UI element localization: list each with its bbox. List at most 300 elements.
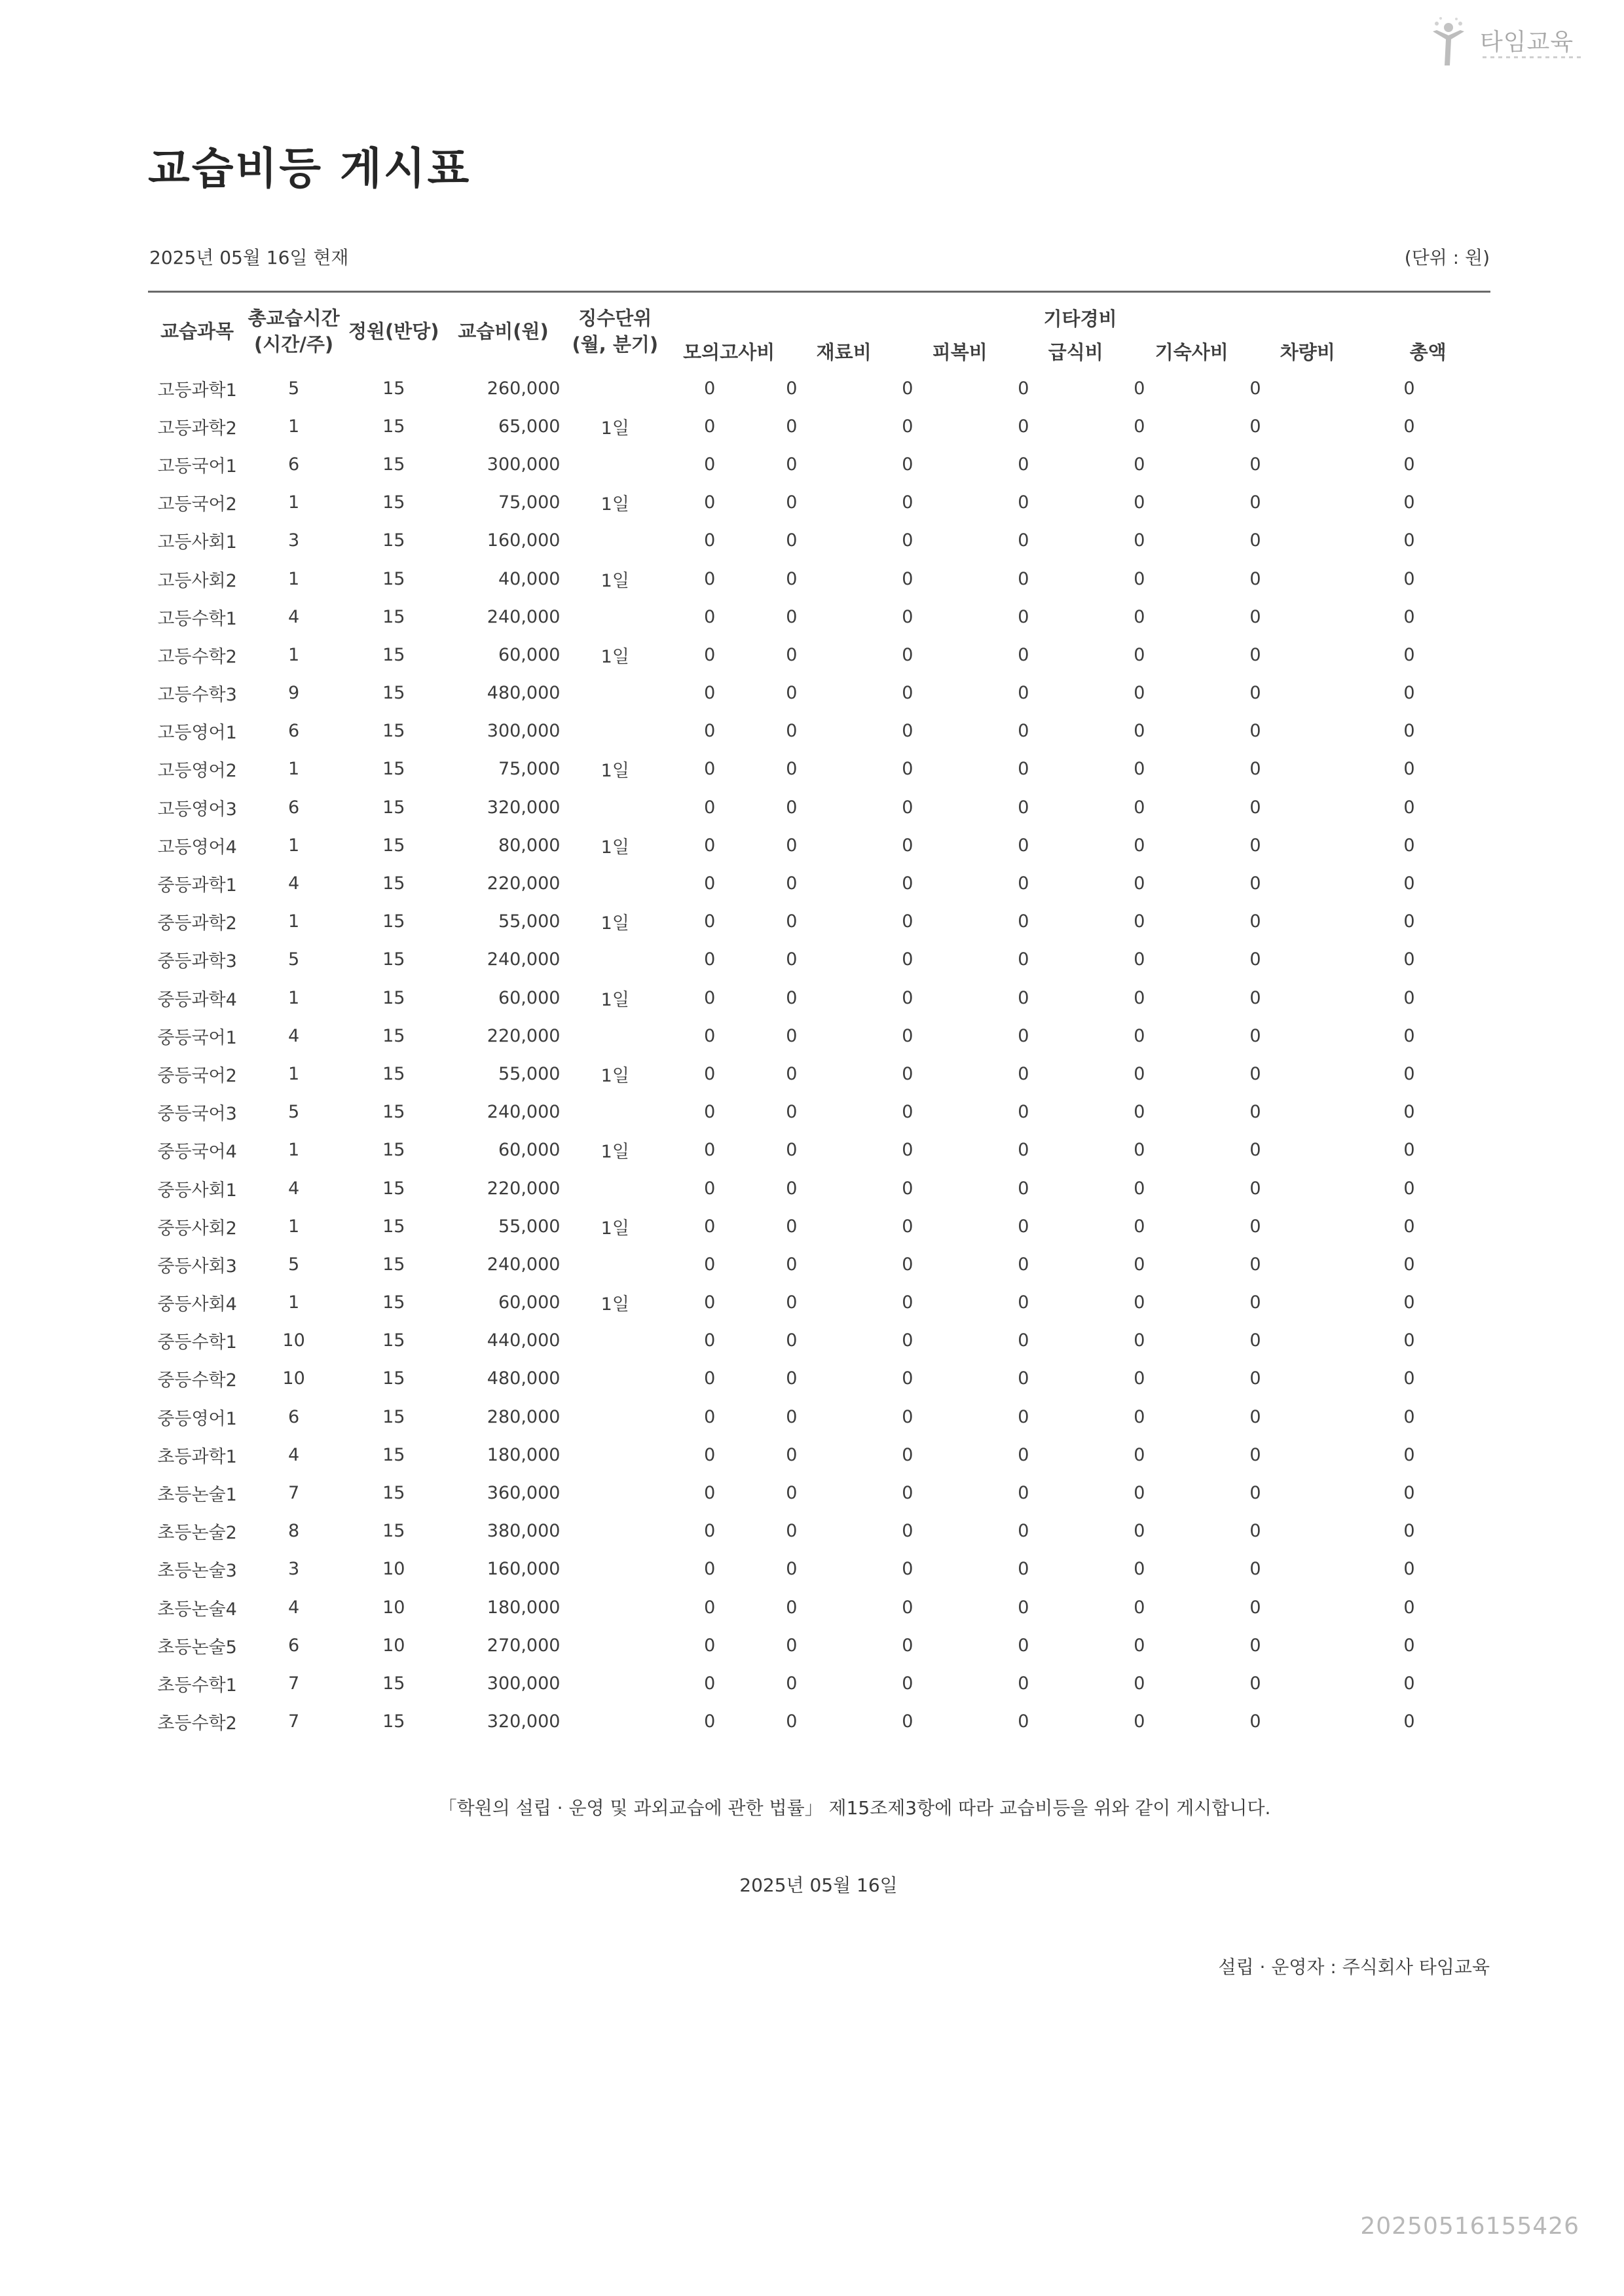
table-row: [148, 1169, 1490, 1207]
logo-tagline: [1483, 56, 1581, 58]
cell-hours: 1: [287, 1216, 300, 1237]
cell-vehicle: 0: [1249, 949, 1261, 970]
cell-vehicle: 0: [1249, 759, 1261, 780]
cell-fee: 260,000: [487, 378, 561, 399]
cell-hours: 1: [287, 1292, 300, 1313]
cell-uniform: 0: [902, 568, 913, 589]
cell-dorm: 0: [1134, 454, 1145, 475]
cell-capacity: 15: [382, 1406, 405, 1427]
cell-total: 0: [1403, 835, 1415, 856]
table-row: [148, 788, 1490, 826]
cell-capacity: 15: [382, 644, 405, 665]
cell-unit: 1일: [600, 1218, 629, 1239]
col-meal: 급식비: [1048, 341, 1103, 363]
cell-fee: 240,000: [487, 949, 561, 970]
cell-subject: 중등과학3: [157, 951, 237, 972]
cell-unit: [560, 864, 670, 902]
cell-uniform: 0: [902, 911, 913, 932]
cell-vehicle: 0: [1249, 1216, 1261, 1237]
col-unit-line2: (월, 분기): [572, 333, 659, 355]
cell-subject: 고등영어3: [157, 799, 237, 820]
cell-vehicle: 0: [1249, 378, 1261, 399]
cell-dorm: 0: [1134, 987, 1145, 1008]
cell-unit: [560, 1360, 670, 1398]
cell-mock: 0: [704, 1025, 716, 1046]
cell-mock: 0: [704, 1444, 716, 1465]
cell-capacity: 15: [382, 1140, 405, 1161]
cell-uniform: 0: [902, 644, 913, 665]
cell-meal: 0: [1018, 721, 1029, 742]
table-row: [148, 484, 1490, 522]
col-mock: 모의고사비: [683, 341, 775, 363]
cell-subject: 고등수학3: [157, 685, 237, 706]
cell-unit: [560, 1664, 670, 1702]
cell-subject: 중등사회3: [157, 1256, 237, 1277]
cell-total: 0: [1403, 1559, 1415, 1580]
cell-meal: 0: [1018, 454, 1029, 475]
cell-fee: 180,000: [487, 1444, 561, 1465]
cell-uniform: 0: [902, 1292, 913, 1313]
table-row: [148, 1245, 1490, 1283]
fee-table-body: [148, 369, 1490, 1741]
cell-meal: 0: [1018, 1368, 1029, 1389]
cell-capacity: 15: [382, 873, 405, 894]
cell-dorm: 0: [1134, 568, 1145, 589]
cell-fee: 220,000: [487, 873, 561, 894]
cell-dorm: 0: [1134, 416, 1145, 437]
cell-mock: 0: [704, 721, 716, 742]
cell-material: 0: [786, 644, 798, 665]
cell-hours: 6: [287, 721, 300, 742]
cell-mock: 0: [704, 606, 716, 627]
cell-meal: 0: [1018, 1178, 1029, 1199]
cell-capacity: 15: [382, 1444, 405, 1465]
col-fee: 교습비(원): [458, 320, 549, 342]
cell-fee: 360,000: [487, 1483, 561, 1504]
cell-material: 0: [786, 530, 798, 551]
cell-vehicle: 0: [1249, 721, 1261, 742]
cell-meal: 0: [1018, 987, 1029, 1008]
cell-unit: [560, 1626, 670, 1664]
cell-total: 0: [1403, 1330, 1415, 1351]
cell-dorm: 0: [1134, 1178, 1145, 1199]
cell-dorm: 0: [1134, 1673, 1145, 1694]
cell-uniform: 0: [902, 987, 913, 1008]
cell-fee: 75,000: [498, 759, 561, 780]
cell-dorm: 0: [1134, 1025, 1145, 1046]
cell-meal: 0: [1018, 416, 1029, 437]
cell-mock: 0: [704, 1635, 716, 1656]
cell-fee: 60,000: [498, 1292, 561, 1313]
cell-fee: 55,000: [498, 1063, 561, 1084]
cell-material: 0: [786, 1140, 798, 1161]
cell-mock: 0: [704, 797, 716, 818]
cell-capacity: 15: [382, 1254, 405, 1275]
cell-vehicle: 0: [1249, 911, 1261, 932]
cell-vehicle: 0: [1249, 987, 1261, 1008]
cell-hours: 6: [287, 454, 300, 475]
cell-capacity: 15: [382, 797, 405, 818]
cell-hours: 1: [287, 911, 300, 932]
cell-total: 0: [1403, 1292, 1415, 1313]
cell-fee: 240,000: [487, 1102, 561, 1123]
cell-mock: 0: [704, 835, 716, 856]
cell-fee: 160,000: [487, 530, 561, 551]
cell-vehicle: 0: [1249, 683, 1261, 704]
table-row: [148, 1055, 1490, 1093]
cell-hours: 1: [287, 835, 300, 856]
cell-fee: 220,000: [487, 1025, 561, 1046]
cell-dorm: 0: [1134, 1597, 1145, 1618]
cell-subject: 고등과학2: [157, 418, 237, 439]
cell-total: 0: [1403, 1444, 1415, 1465]
cell-meal: 0: [1018, 568, 1029, 589]
cell-dorm: 0: [1134, 683, 1145, 704]
as-of-date: 2025년 05월 16일 현재: [149, 247, 349, 268]
cell-capacity: 15: [382, 416, 405, 437]
cell-meal: 0: [1018, 1597, 1029, 1618]
cell-subject: 초등논술1: [157, 1485, 237, 1506]
cell-vehicle: 0: [1249, 568, 1261, 589]
table-row: [148, 979, 1490, 1017]
cell-meal: 0: [1018, 873, 1029, 894]
cell-dorm: 0: [1134, 1406, 1145, 1427]
cell-mock: 0: [704, 1559, 716, 1580]
cell-unit: [560, 1474, 670, 1512]
cell-material: 0: [786, 1406, 798, 1427]
cell-material: 0: [786, 1368, 798, 1389]
cell-subject: 초등논술4: [157, 1599, 237, 1620]
col-material: 재료비: [816, 341, 872, 363]
cell-total: 0: [1403, 797, 1415, 818]
cell-material: 0: [786, 1330, 798, 1351]
cell-fee: 40,000: [498, 568, 561, 589]
cell-total: 0: [1403, 759, 1415, 780]
cell-capacity: 15: [382, 759, 405, 780]
cell-dorm: 0: [1134, 835, 1145, 856]
cell-vehicle: 0: [1249, 1292, 1261, 1313]
cell-subject: 중등사회4: [157, 1294, 237, 1315]
table-row: [148, 560, 1490, 598]
cell-vehicle: 0: [1249, 1635, 1261, 1656]
cell-hours: 5: [287, 1102, 300, 1123]
cell-meal: 0: [1018, 911, 1029, 932]
col-hours: [246, 293, 341, 369]
person-icon: [1428, 17, 1469, 69]
cell-mock: 0: [704, 759, 716, 780]
cell-material: 0: [786, 568, 798, 589]
cell-vehicle: 0: [1249, 873, 1261, 894]
cell-material: 0: [786, 1444, 798, 1465]
cell-unit: [560, 712, 670, 750]
cell-hours: 1: [287, 1140, 300, 1161]
cell-material: 0: [786, 721, 798, 742]
cell-subject: 중등과학1: [157, 875, 237, 896]
cell-hours: 1: [287, 759, 300, 780]
cell-mock: 0: [704, 987, 716, 1008]
cell-subject: 중등영어1: [157, 1408, 237, 1429]
cell-material: 0: [786, 606, 798, 627]
cell-dorm: 0: [1134, 378, 1145, 399]
cell-capacity: 15: [382, 683, 405, 704]
cell-vehicle: 0: [1249, 530, 1261, 551]
legal-notice: 「학원의 설립 · 운영 및 과외교습에 관한 법률」 제15조제3항에 따라 교습비등을 위와 같이 게시합니다.: [438, 1797, 1271, 1819]
cell-subject: 초등논술2: [157, 1523, 237, 1544]
company-logo: [1428, 14, 1598, 73]
cell-subject: 초등과학1: [157, 1446, 237, 1467]
cell-hours: 1: [287, 987, 300, 1008]
cell-dorm: 0: [1134, 1444, 1145, 1465]
cell-material: 0: [786, 949, 798, 970]
table-row: [148, 1322, 1490, 1360]
cell-uniform: 0: [902, 1673, 913, 1694]
cell-total: 0: [1403, 1711, 1415, 1732]
page-title: 교습비등 게시표: [148, 143, 471, 194]
cell-capacity: 15: [382, 1216, 405, 1237]
cell-dorm: 0: [1134, 1521, 1145, 1542]
cell-meal: 0: [1018, 1254, 1029, 1275]
cell-material: 0: [786, 1025, 798, 1046]
cell-hours: 4: [287, 873, 300, 894]
col-dorm: 기숙사비: [1154, 341, 1228, 363]
cell-meal: 0: [1018, 1673, 1029, 1694]
cell-fee: 220,000: [487, 1178, 561, 1199]
cell-fee: 380,000: [487, 1521, 561, 1542]
table-row: [148, 1017, 1490, 1055]
cell-total: 0: [1403, 378, 1415, 399]
cell-capacity: 15: [382, 1025, 405, 1046]
cell-unit: [560, 1017, 670, 1055]
scan-timestamp: 20250516155426: [1360, 2213, 1579, 2240]
cell-capacity: 15: [382, 568, 405, 589]
cell-material: 0: [786, 1635, 798, 1656]
cell-mock: 0: [704, 1330, 716, 1351]
cell-hours: 10: [282, 1368, 305, 1389]
cell-capacity: 10: [382, 1597, 405, 1618]
cell-vehicle: 0: [1249, 835, 1261, 856]
cell-unit: [560, 1322, 670, 1360]
cell-subject: 초등수학1: [157, 1675, 237, 1696]
cell-capacity: 15: [382, 454, 405, 475]
table-row: [148, 1626, 1490, 1664]
cell-total: 0: [1403, 1368, 1415, 1389]
cell-total: 0: [1403, 1673, 1415, 1694]
cell-dorm: 0: [1134, 1711, 1145, 1732]
cell-hours: 10: [282, 1330, 305, 1351]
cell-unit: [560, 1169, 670, 1207]
cell-uniform: 0: [902, 683, 913, 704]
cell-uniform: 0: [902, 1330, 913, 1351]
cell-fee: 440,000: [487, 1330, 561, 1351]
cell-unit: 1일: [600, 646, 629, 667]
cell-meal: 0: [1018, 1483, 1029, 1504]
cell-hours: 4: [287, 1597, 300, 1618]
unit-label: (단위 : 원): [1404, 247, 1490, 268]
cell-total: 0: [1403, 416, 1415, 437]
table-row: [148, 1207, 1490, 1245]
sign-date: 2025년 05월 16일: [739, 1874, 898, 1896]
table-row: [148, 712, 1490, 750]
cell-vehicle: 0: [1249, 454, 1261, 475]
cell-mock: 0: [704, 1140, 716, 1161]
cell-material: 0: [786, 1673, 798, 1694]
cell-fee: 240,000: [487, 1254, 561, 1275]
cell-capacity: 15: [382, 835, 405, 856]
cell-subject: 고등수학1: [157, 608, 237, 629]
cell-dorm: 0: [1134, 1254, 1145, 1275]
cell-material: 0: [786, 1559, 798, 1580]
cell-uniform: 0: [902, 378, 913, 399]
cell-unit: [560, 1436, 670, 1474]
cell-total: 0: [1403, 492, 1415, 513]
cell-uniform: 0: [902, 1406, 913, 1427]
cell-total: 0: [1403, 721, 1415, 742]
cell-dorm: 0: [1134, 797, 1145, 818]
cell-meal: 0: [1018, 1292, 1029, 1313]
cell-material: 0: [786, 759, 798, 780]
cell-unit: [560, 788, 670, 826]
cell-vehicle: 0: [1249, 1406, 1261, 1427]
cell-capacity: 15: [382, 378, 405, 399]
cell-capacity: 15: [382, 1673, 405, 1694]
table-row: [148, 1703, 1490, 1741]
cell-material: 0: [786, 835, 798, 856]
cell-uniform: 0: [902, 1444, 913, 1465]
cell-vehicle: 0: [1249, 1368, 1261, 1389]
cell-capacity: 15: [382, 1330, 405, 1351]
cell-unit: 1일: [600, 913, 629, 934]
cell-vehicle: 0: [1249, 1254, 1261, 1275]
cell-dorm: 0: [1134, 530, 1145, 551]
cell-capacity: 15: [382, 1521, 405, 1542]
cell-subject: 고등영어4: [157, 837, 237, 858]
cell-hours: 9: [287, 683, 300, 704]
cell-vehicle: 0: [1249, 1330, 1261, 1351]
table-row: [148, 1131, 1490, 1169]
table-row: [148, 750, 1490, 788]
table-row: [148, 1436, 1490, 1474]
table-row: [148, 1588, 1490, 1626]
cell-meal: 0: [1018, 1406, 1029, 1427]
cell-hours: 3: [287, 530, 300, 551]
cell-total: 0: [1403, 568, 1415, 589]
cell-dorm: 0: [1134, 1368, 1145, 1389]
cell-unit: [560, 1245, 670, 1283]
cell-vehicle: 0: [1249, 1673, 1261, 1694]
cell-dorm: 0: [1134, 606, 1145, 627]
cell-capacity: 15: [382, 1711, 405, 1732]
col-total: 총액: [1409, 341, 1447, 363]
cell-vehicle: 0: [1249, 1559, 1261, 1580]
cell-capacity: 10: [382, 1635, 405, 1656]
cell-total: 0: [1403, 1635, 1415, 1656]
cell-vehicle: 0: [1249, 1025, 1261, 1046]
cell-unit: [560, 1550, 670, 1588]
cell-hours: 7: [287, 1673, 300, 1694]
cell-fee: 300,000: [487, 721, 561, 742]
col-uniform: 피복비: [932, 341, 987, 363]
cell-mock: 0: [704, 949, 716, 970]
cell-material: 0: [786, 454, 798, 475]
cell-fee: 75,000: [498, 492, 561, 513]
cell-material: 0: [786, 987, 798, 1008]
cell-meal: 0: [1018, 835, 1029, 856]
cell-fee: 80,000: [498, 835, 561, 856]
cell-uniform: 0: [902, 1559, 913, 1580]
cell-meal: 0: [1018, 1025, 1029, 1046]
cell-meal: 0: [1018, 949, 1029, 970]
table-row: [148, 407, 1490, 445]
cell-capacity: 15: [382, 911, 405, 932]
cell-uniform: 0: [902, 1483, 913, 1504]
cell-vehicle: 0: [1249, 416, 1261, 437]
cell-total: 0: [1403, 1063, 1415, 1084]
cell-total: 0: [1403, 949, 1415, 970]
cell-uniform: 0: [902, 1216, 913, 1237]
cell-uniform: 0: [902, 416, 913, 437]
cell-hours: 1: [287, 1063, 300, 1084]
cell-material: 0: [786, 416, 798, 437]
cell-meal: 0: [1018, 759, 1029, 780]
cell-unit: [560, 1588, 670, 1626]
cell-meal: 0: [1018, 1444, 1029, 1465]
cell-vehicle: 0: [1249, 1178, 1261, 1199]
table-row: [148, 941, 1490, 979]
cell-total: 0: [1403, 530, 1415, 551]
cell-vehicle: 0: [1249, 606, 1261, 627]
cell-mock: 0: [704, 1368, 716, 1389]
cell-dorm: 0: [1134, 873, 1145, 894]
cell-subject: 초등논술3: [157, 1561, 237, 1582]
col-hours-line2: (시간/주): [254, 333, 334, 355]
cell-subject: 고등과학1: [157, 380, 237, 401]
cell-mock: 0: [704, 1673, 716, 1694]
cell-subject: 중등사회1: [157, 1180, 237, 1201]
cell-capacity: 15: [382, 721, 405, 742]
cell-hours: 3: [287, 1559, 300, 1580]
cell-unit: 1일: [600, 837, 629, 858]
cell-vehicle: 0: [1249, 1521, 1261, 1542]
cell-material: 0: [786, 1063, 798, 1084]
col-unit-line1: 징수단위: [578, 307, 652, 329]
cell-fee: 320,000: [487, 1711, 561, 1732]
cell-unit: 1일: [600, 570, 629, 591]
cell-material: 0: [786, 1254, 798, 1275]
cell-vehicle: 0: [1249, 1483, 1261, 1504]
cell-mock: 0: [704, 416, 716, 437]
cell-material: 0: [786, 873, 798, 894]
cell-total: 0: [1403, 1483, 1415, 1504]
cell-uniform: 0: [902, 1254, 913, 1275]
cell-subject: 중등과학4: [157, 989, 237, 1010]
cell-mock: 0: [704, 644, 716, 665]
cell-meal: 0: [1018, 1330, 1029, 1351]
cell-uniform: 0: [902, 492, 913, 513]
fee-table: [148, 293, 1490, 1741]
cell-hours: 6: [287, 1635, 300, 1656]
cell-material: 0: [786, 1521, 798, 1542]
cell-total: 0: [1403, 683, 1415, 704]
cell-hours: 1: [287, 568, 300, 589]
cell-dorm: 0: [1134, 644, 1145, 665]
cell-meal: 0: [1018, 492, 1029, 513]
cell-material: 0: [786, 1102, 798, 1123]
table-row: [148, 1093, 1490, 1131]
cell-subject: 중등국어4: [157, 1142, 237, 1163]
col-capacity: 정원(반당): [348, 320, 439, 342]
cell-dorm: 0: [1134, 1559, 1145, 1580]
cell-fee: 480,000: [487, 683, 561, 704]
